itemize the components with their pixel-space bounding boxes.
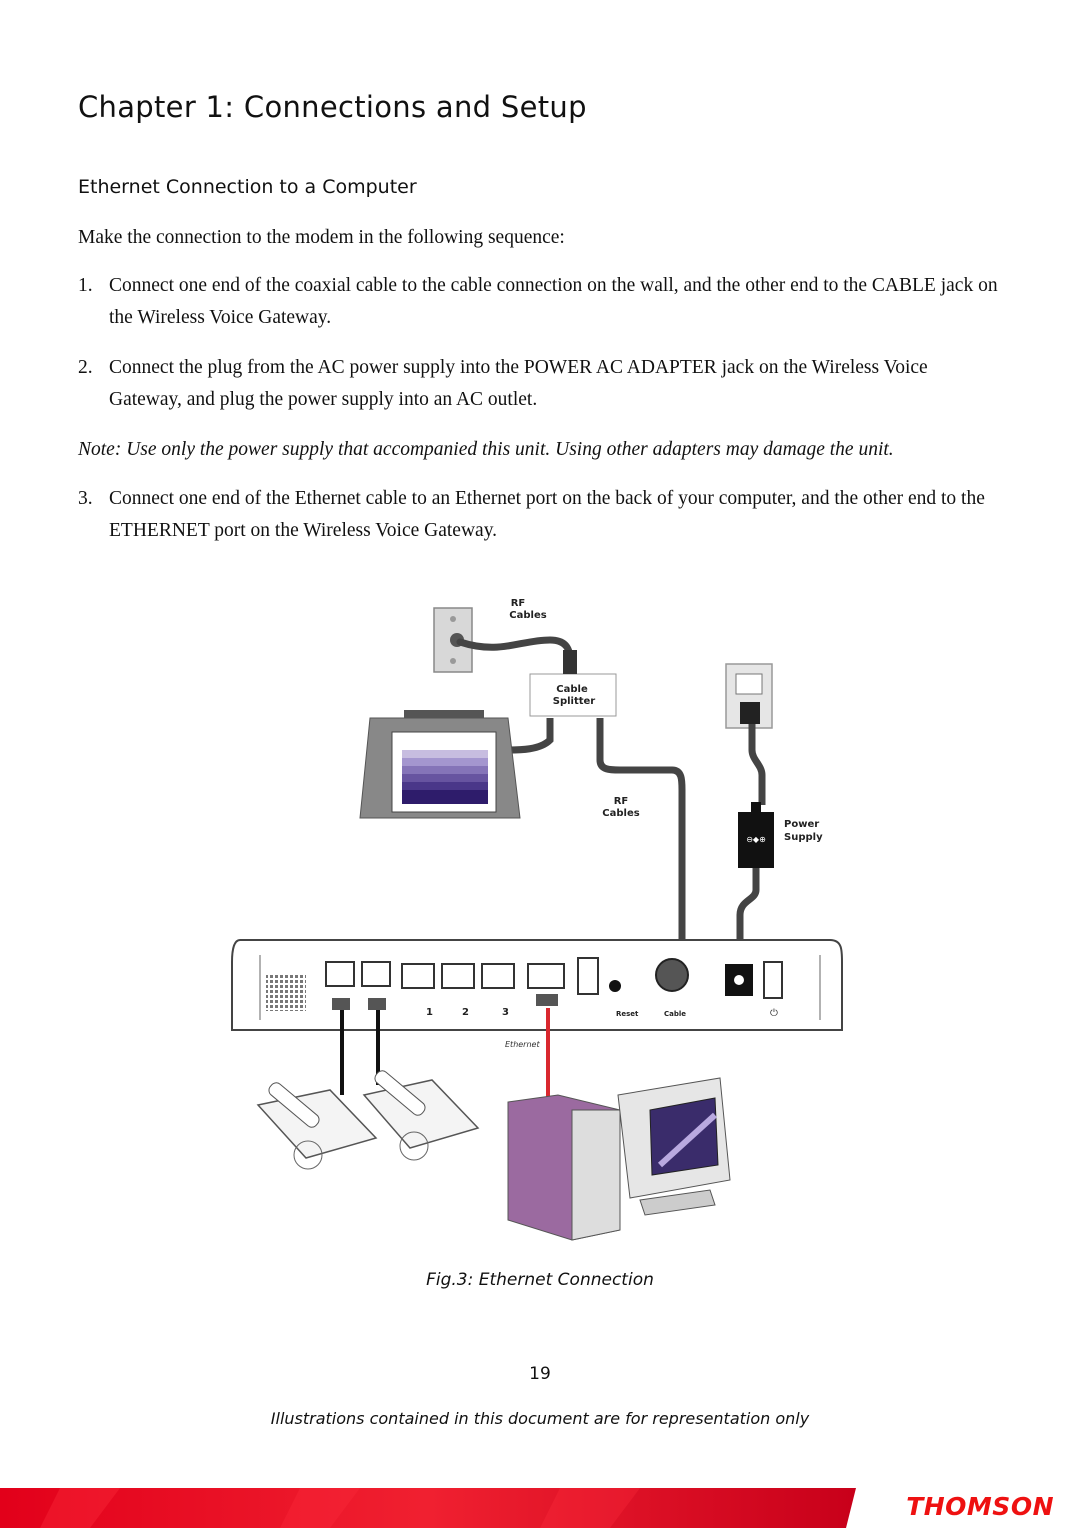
rf-cables-label-mid: RF xyxy=(613,796,629,807)
splitter-label-2: Splitter xyxy=(552,696,596,707)
step-number: 3. xyxy=(78,488,93,509)
step-number: 1. xyxy=(78,275,93,296)
rf-cable-to-tv xyxy=(508,718,550,750)
port-label-2: 2 xyxy=(462,1007,469,1018)
power-supply-label-2: Supply xyxy=(784,832,823,843)
power-button-icon: ⏻ xyxy=(770,1008,778,1019)
step-text: Connect the plug from the AC power supply into the POWER AC ADAPTER jack on the Wireless Voice Gateway, and plug the power supply into an AC outlet. xyxy=(109,357,928,410)
note-text: Note: Use only the power supply that accompanied this unit. Using other adapters may damage the unit. xyxy=(78,439,894,460)
rf-cables-label-top: RF xyxy=(510,598,526,609)
telephone-1-illustration xyxy=(258,1080,376,1169)
ethernet-label: Ethernet xyxy=(505,1040,540,1049)
wall-cable-outlet xyxy=(434,608,472,672)
computer-illustration xyxy=(508,1078,730,1240)
telephone-2-illustration xyxy=(364,1068,478,1160)
power-supply-label-1: Power xyxy=(784,819,820,830)
rf-cable-top xyxy=(460,640,570,660)
step-text: Connect one end of the coaxial cable to the cable connection on the wall, and the other end to the CABLE jack on the Wireless Voice Gateway. xyxy=(109,275,998,328)
port-label-3: 3 xyxy=(502,1007,509,1018)
page-number: 19 xyxy=(529,1364,551,1384)
rf-cables-label-top-2: Cables xyxy=(509,610,547,621)
rf-cables-label-mid-2: Cables xyxy=(602,808,640,819)
svg-text:⊖◆⊕: ⊖◆⊕ xyxy=(746,835,766,844)
port-label-1: 1 xyxy=(426,1007,433,1018)
cable-splitter xyxy=(530,650,616,716)
section-title: Ethernet Connection to a Computer xyxy=(78,176,417,198)
rf-cable-to-gateway xyxy=(600,718,682,955)
wireless-voice-gateway xyxy=(232,940,842,1030)
power-cable xyxy=(752,724,762,805)
thomson-logo: THOMSON xyxy=(906,1492,1054,1521)
tv-illustration xyxy=(360,710,520,818)
intro-text: Make the connection to the modem in the following sequence: xyxy=(78,227,565,248)
power-supply xyxy=(738,802,823,868)
figure-caption: Fig.3: Ethernet Connection xyxy=(426,1270,654,1290)
cable-port-label: Cable xyxy=(664,1010,687,1018)
step-1 xyxy=(78,270,998,334)
splitter-label-1: Cable xyxy=(556,684,588,695)
step-3 xyxy=(78,483,998,547)
vent-grille xyxy=(266,975,306,1011)
reset-label: Reset xyxy=(616,1010,639,1018)
step-number: 2. xyxy=(78,357,93,378)
ethernet-connection-diagram xyxy=(220,590,860,1260)
step-2 xyxy=(78,352,998,416)
disclaimer-text: Illustrations contained in this document are for representation only xyxy=(270,1409,810,1428)
step-text: Connect one end of the Ethernet cable to an Ethernet port on the back of your computer, and the other end to the ETHERNET port on the Wireless Voice Gateway. xyxy=(109,488,985,541)
ac-outlet xyxy=(726,664,772,728)
chapter-title: Chapter 1: Connections and Setup xyxy=(78,90,587,124)
